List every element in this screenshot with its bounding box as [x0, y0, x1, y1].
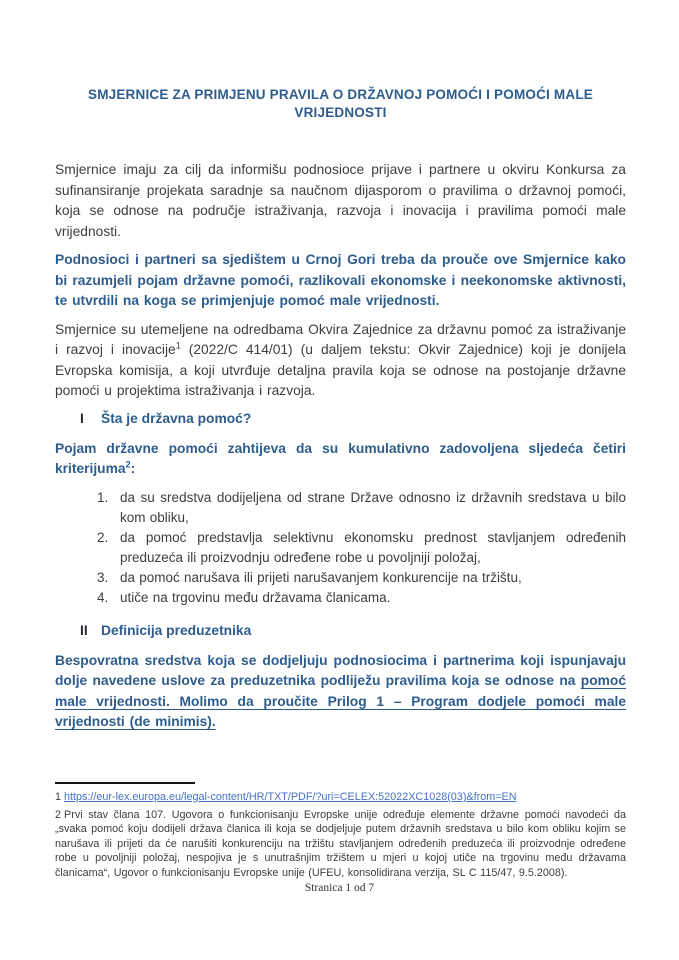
section-1-heading	[80, 410, 626, 427]
footnote-2	[55, 808, 626, 881]
footnote-1-number: 1	[55, 791, 62, 803]
list-item-text: da su sredstva dodijeljena od strane Države odnosno iz državnih sredstava u bilo kom obliku,	[120, 489, 626, 525]
section-2-heading	[80, 622, 626, 639]
list-item	[97, 588, 626, 608]
footnote-1	[55, 790, 626, 805]
footnote-ref-1: 1	[175, 340, 181, 351]
footnote-ref-2: 2	[125, 459, 131, 470]
section-2-text: Bespovratna sredstva koja se dodjeljuju podnosiocima i partnerima koji ispunjavaju dolje navedene uslove za preduzetnika podliježu pravilima koja se odnose na	[55, 652, 626, 688]
list-item-text: da pomoć narušava ili prijeti narušavanjem konkurencije na tržištu,	[120, 569, 522, 585]
list-item	[97, 488, 626, 528]
list-item-number: 4.	[97, 589, 109, 605]
list-item-number: 3.	[97, 569, 109, 585]
eur-lex-link[interactable]: https://eur-lex.europa.eu/legal-content/HR/TXT/PDF/?uri=CELEX:52022XC1028(03)&from=EN	[64, 791, 517, 803]
list-item	[97, 568, 626, 588]
section-2-title: Definicija preduzetnika	[101, 622, 252, 638]
list-item-number: 2.	[97, 529, 109, 545]
prilog-1-link[interactable]: pomoć male vrijednosti. Molimo da proučite Prilog 1 – Program dodjele pomoći male vrijednosti (de minimis).	[55, 673, 626, 729]
section-2-number: II	[80, 622, 88, 638]
criteria-list	[97, 488, 626, 608]
footnote-2-number: 2	[55, 808, 62, 821]
page-number-footer: Stranica 1 od 7	[304, 882, 375, 894]
framework-text-after: (2022/C 414/01) (u daljem tekstu: Okvir Zajednice) koji je donijela Evropska komisija, a koji utvrđuje detaljna pravila koja se odnose na postojanje državne pomoći u projektima istraživanja i razvoja.	[55, 342, 627, 398]
framework-paragraph	[55, 320, 626, 402]
notice-paragraph: Podnosioci i partneri sa sjedištem u Crnoj Gori treba da prouče ove Smjernice kako bi razumjeli pojam državne pomoći, razlikovali ekonomske i neekonomske aktivnosti, te utvrdili na koga se primjenjuje pomoć male vrijednosti.	[55, 252, 626, 308]
lead-text-before: Pojam državne pomoći zahtijeva da su kumulativno zadovoljena sljedeća četiri kriterijuma	[55, 440, 626, 476]
list-item-text: utiče na trgovinu među državama članicama.	[120, 589, 391, 605]
footnote-area	[55, 782, 626, 883]
document-title: SMJERNICE ZA PRIMJENU PRAVILA O DRŽAVNOJ POMOĆI I POMOĆI MALE VRIJEDNOSTI	[88, 87, 593, 120]
list-item-text: da pomoć predstavlja selektivnu ekonomsku prednost stavljanjem određenih preduzeća ili proizvodnju određene robe u povoljniji položaj,	[120, 529, 626, 565]
footnote-2-text: Prvi stav člana 107. Ugovora o funkcionisanju Evropske unije određuje elemente državne pomoći navodeći da „svaka pomoć koju dodijeli država članica ili koja se dodjeljuje putem državnih sredstava u bilo kom obliku kojim se narušava ili prijeti da će narušiti konkurenciju na tržištu stavljanjem određenih preduzeća ili proizvodnje određene robe u povoljniji položaj, nespojiva je s unutrašnjim tržištem u mjeri u kojoj utiče na trgovinu među državama članicama“, Ugovor o funkcionisanju Evropske unije (UFEU, konsolidirana verzija, SL C 115/47, 9.5.2008).	[55, 808, 626, 879]
footnote-separator	[55, 782, 195, 784]
section-1-lead-paragraph	[55, 439, 626, 480]
framework-text-before: Smjernice su utemeljene na odredbama Okvira Zajednice za državnu pomoć za istraživanje i razvoj i inovacije	[55, 321, 626, 357]
intro-paragraph: Smjernice imaju za cilj da informišu podnosioce prijave i partnere u okviru Konkursa za sufinansiranje projekata saradnje sa naučnom dijasporom o pravilima o državnoj pomoći, koja se odnose na područje istraživanja, razvoja i inovacija i pravilima pomoći male vrijednosti.	[55, 162, 626, 239]
list-item	[97, 528, 626, 568]
section-1-title: Šta je državna pomoć?	[101, 410, 252, 426]
section-1-number: I	[80, 410, 84, 426]
lead-text-after: :	[130, 461, 136, 476]
section-2-paragraph	[55, 651, 626, 733]
list-item-number: 1.	[97, 489, 109, 505]
